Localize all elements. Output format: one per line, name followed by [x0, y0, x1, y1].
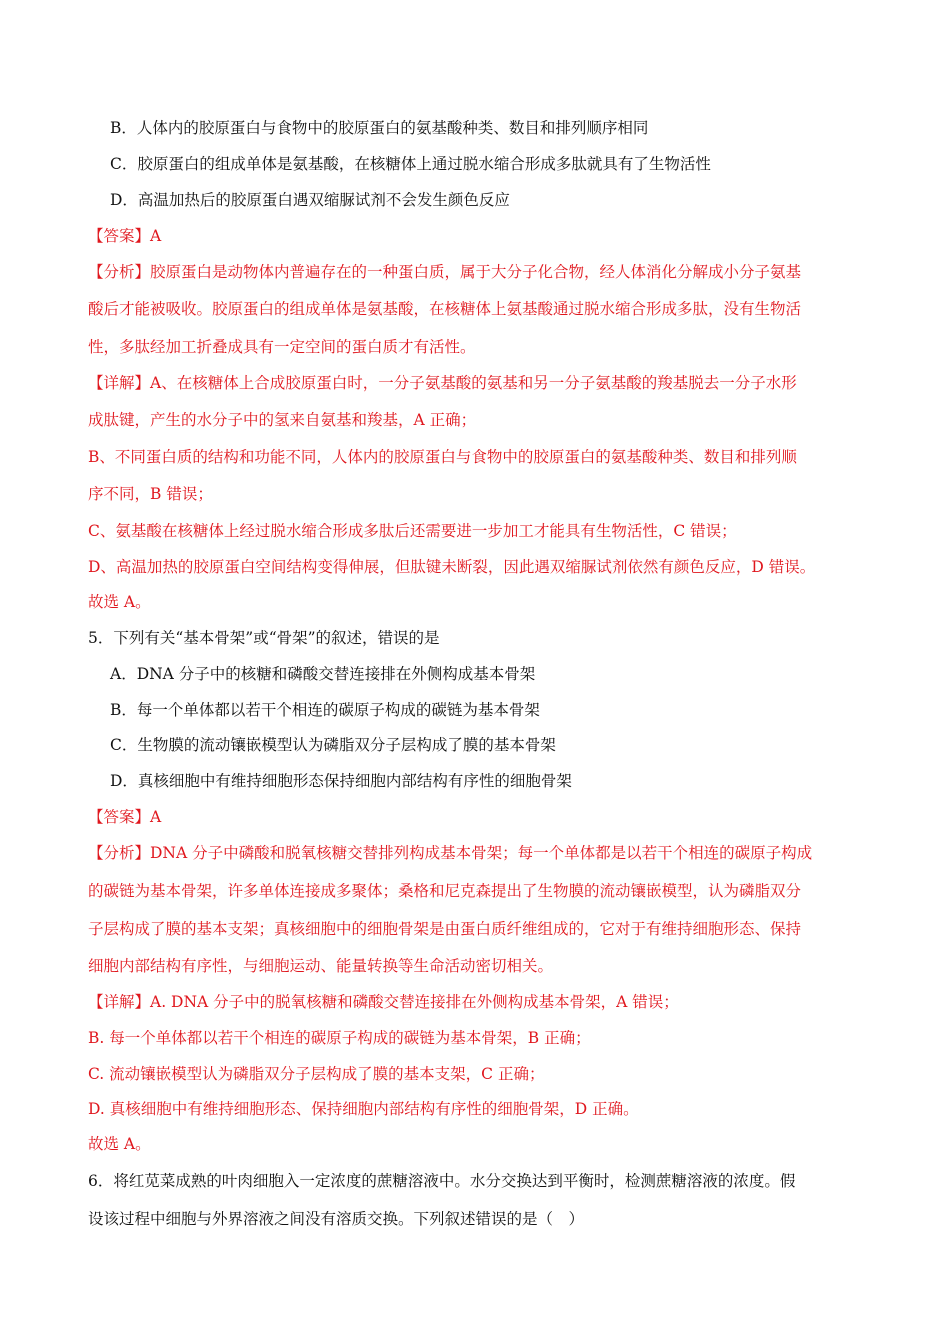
q4-option-b: B．人体内的胶原蛋白与食物中的胶原蛋白的氨基酸种类、数目和排列顺序相同: [110, 119, 649, 137]
q5-analysis-line-2: 的碳链为基本骨架，许多单体连接成多聚体；桑格和尼克森提出了生物膜的流动镶嵌模型，认为磷脂双分: [88, 882, 802, 900]
q5-detail-conclusion: 故选 A。: [88, 1135, 151, 1153]
q5-option-b: B．每一个单体都以若干个相连的碳原子构成的碳链为基本骨架: [110, 701, 540, 719]
q5-analysis-line-1: 【分析】DNA 分子中磷酸和脱氧核糖交替排列构成基本骨架；每一个单体都是以若干个相连的碳原子构成: [88, 844, 813, 862]
q4-detail-line-2: 成肽键，产生的水分子中的氢来自氨基和羧基，A 正确；: [88, 411, 477, 429]
q5-stem: 5．下列有关“基本骨架”或“骨架”的叙述，错误的是: [88, 629, 440, 647]
q4-detail-line-4: 序不同，B 错误；: [88, 485, 213, 503]
q4-detail-line-3: B、不同蛋白质的结构和功能不同，人体内的胶原蛋白与食物中的胶原蛋白的氨基酸种类、数目和排列顺: [88, 448, 797, 466]
q4-option-c: C．胶原蛋白的组成单体是氨基酸，在核糖体上通过脱水缩合形成多肽就具有了生物活性: [110, 155, 711, 173]
q5-answer: 【答案】A: [88, 808, 162, 826]
q4-detail-line-6: D、高温加热的胶原蛋白空间结构变得伸展，但肽键未断裂，因此遇双缩脲试剂依然有颜色反应，D 错误。: [88, 558, 816, 576]
q5-detail-line-2: B. 每一个单体都以若干个相连的碳原子构成的碳链为基本骨架，B 正确；: [88, 1029, 591, 1047]
q4-analysis-line-2: 酸后才能被吸收。胶原蛋白的组成单体是氨基酸，在核糖体上氨基酸通过脱水缩合形成多肽，没有生物活: [88, 300, 802, 318]
q4-analysis-line-3: 性，多肽经加工折叠成具有一定空间的蛋白质才有活性。: [88, 338, 476, 356]
q5-analysis-line-4: 细胞内部结构有序性，与细胞运动、能量转换等生命活动密切相关。: [88, 957, 554, 975]
q5-detail-line-1: 【详解】A. DNA 分子中的脱氧核糖和磷酸交替连接排在外侧构成基本骨架，A 错误；: [88, 993, 679, 1011]
q4-option-d: D．高温加热后的胶原蛋白遇双缩脲试剂不会发生颜色反应: [110, 191, 510, 209]
q5-analysis-line-3: 子层构成了膜的基本支架；真核细胞中的细胞骨架是由蛋白质纤维组成的，它对于有维持细胞形态、保持: [88, 920, 802, 938]
q4-detail-line-1: 【详解】A、在核糖体上合成胶原蛋白时，一分子氨基酸的氨基和另一分子氨基酸的羧基脱去一分子水形: [88, 374, 797, 392]
q4-analysis-line-1: 【分析】胶原蛋白是动物体内普遍存在的一种蛋白质，属于大分子化合物，经人体消化分解成小分子氨基: [88, 263, 802, 281]
q5-detail-line-4: D. 真核细胞中有维持细胞形态、保持细胞内部结构有序性的细胞骨架，D 正确。: [88, 1100, 639, 1118]
q4-answer: 【答案】A: [88, 227, 162, 245]
q5-option-d: D．真核细胞中有维持细胞形态保持细胞内部结构有序性的细胞骨架: [110, 772, 572, 790]
q6-stem-line-2: 设该过程中细胞与外界溶液之间没有溶质交换。下列叙述错误的是（ ）: [88, 1210, 585, 1228]
q5-option-c: C．生物膜的流动镶嵌模型认为磷脂双分子层构成了膜的基本骨架: [110, 736, 556, 754]
q4-detail-conclusion: 故选 A。: [88, 593, 151, 611]
q4-detail-line-5: C、氨基酸在核糖体上经过脱水缩合形成多肽后还需要进一步加工才能具有生物活性，C 错误；: [88, 522, 737, 540]
q5-option-a: A．DNA 分子中的核糖和磷酸交替连接排在外侧构成基本骨架: [110, 665, 536, 683]
q5-detail-line-3: C. 流动镶嵌模型认为磷脂双分子层构成了膜的基本支架，C 正确；: [88, 1065, 545, 1083]
q6-stem-line-1: 6．将红苋菜成熟的叶肉细胞入一定浓度的蔗糖溶液中。水分交换达到平衡时，检测蔗糖溶液的浓度。假: [88, 1172, 796, 1190]
